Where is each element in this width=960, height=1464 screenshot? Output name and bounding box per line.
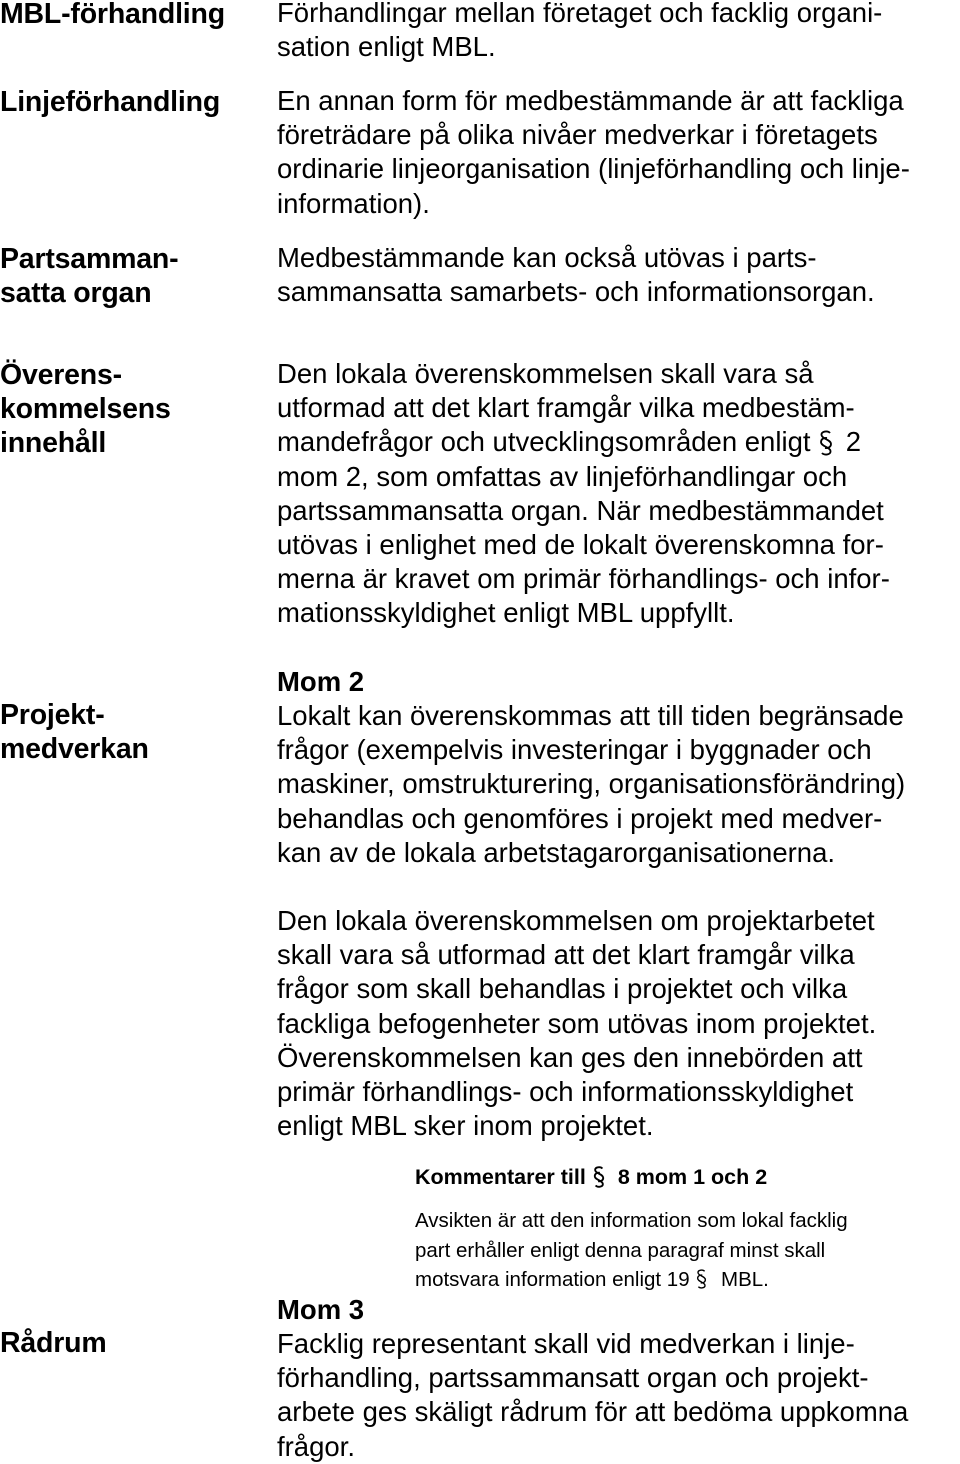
side-heading-line: MBL-förhandling <box>0 0 225 30</box>
side-heading-partsammansatta-organ <box>0 242 178 310</box>
side-heading-line: Överens- <box>0 359 122 391</box>
side-heading-line: innehåll <box>0 427 107 459</box>
text-line: ordinarie linjeorganisation (linjeförhandling och linje- <box>277 153 910 185</box>
side-heading-line: Rådrum <box>0 1327 107 1359</box>
text-line: mationsskyldighet enligt MBL uppfyllt. <box>277 597 735 629</box>
text-line: enligt MBL sker inom projektet. <box>277 1110 654 1142</box>
text-line: företrädare på olika nivåer medverkar i företagets <box>277 119 878 151</box>
text-line: förhandling, partssammansatt organ och projekt- <box>277 1362 869 1394</box>
text-fragment: motsvara information enligt 19 <box>415 1268 690 1291</box>
paragraph-icon <box>818 425 838 459</box>
comment-title <box>415 1162 767 1192</box>
text-line: mom 2, som omfattas av linjeförhandlingar och <box>277 460 848 492</box>
paragraph-projektmedverkan <box>277 699 905 870</box>
text-line: Förhandlingar mellan företaget och facklig organi- <box>277 0 883 28</box>
text-fragment: mandefrågor och utvecklingsområden enligt <box>277 426 811 458</box>
text-line: primär förhandlings- och informationsskyldighet <box>277 1076 854 1108</box>
side-heading-projektmedverkan <box>0 698 149 766</box>
text-line: maskiner, omstrukturering, organisationsförändring) <box>277 768 906 800</box>
text-line <box>415 1265 848 1295</box>
text-line: information). <box>277 187 430 219</box>
side-heading-line: Projekt- <box>0 699 105 731</box>
side-heading-line: Linjeförhandling <box>0 86 221 118</box>
text-fragment: Kommentarer till <box>415 1165 586 1189</box>
text-line: Lokalt kan överenskommas att till tiden begränsade <box>277 700 904 731</box>
text-line: behandlas och genomföres i projekt med medver- <box>277 802 883 834</box>
side-heading-mbl-forhandling <box>0 0 225 31</box>
text-line <box>277 425 890 459</box>
mom-2-heading: Mom 2 <box>277 666 365 697</box>
text-line: Den lokala överenskommelsen skall vara så <box>277 358 814 389</box>
text-line: sation enligt MBL. <box>277 31 496 63</box>
side-heading-linjeforhandling <box>0 85 220 119</box>
paragraph-linjeforhandling <box>277 84 910 221</box>
text-line: frågor (exempelvis investeringar i byggnader och <box>277 734 872 766</box>
text-fragment: 2 <box>845 426 862 458</box>
side-heading-line: Partsamman- <box>0 243 179 275</box>
text-fragment: 8 mom 1 och 2 <box>617 1165 768 1189</box>
paragraph-icon <box>592 1162 612 1192</box>
text-line: arbete ges skäligt rådrum för att bedöma uppkomna <box>277 1396 909 1428</box>
text-line: sammansatta samarbets- och informationsorgan. <box>277 276 875 308</box>
paragraph-radrum <box>277 1327 908 1464</box>
text-line: En annan form för medbestämmande är att fackliga <box>277 85 904 116</box>
text-line: part erhåller enligt denna paragraf minst skall <box>415 1238 826 1262</box>
text-line: merna är kravet om primär förhandlings- och infor- <box>277 563 890 595</box>
side-heading-line: satta organ <box>0 277 152 309</box>
side-heading-overenskommelsens-innehall <box>0 358 171 460</box>
text-line: Avsikten är att den information som lokal facklig <box>415 1209 848 1232</box>
paragraph-mbl-forhandling <box>277 0 882 64</box>
paragraph-projektarbete <box>277 904 876 1143</box>
text-line: Överenskommelsen kan ges den innebörden att <box>277 1041 863 1073</box>
text-line: frågor. <box>277 1430 355 1462</box>
side-heading-line: medverkan <box>0 733 149 765</box>
paragraph-icon <box>695 1265 715 1295</box>
side-heading-radrum <box>0 1326 106 1360</box>
comment-body <box>415 1206 848 1295</box>
text-line: utövas i enlighet med de lokalt överenskomna for- <box>277 529 884 561</box>
mom-3-heading: Mom 3 <box>277 1294 365 1325</box>
text-fragment: MBL. <box>721 1268 769 1291</box>
paragraph-partsammansatta <box>277 241 875 309</box>
text-line: Medbestämmande kan också utövas i parts- <box>277 242 817 273</box>
text-line: utformad att det klart framgår vilka medbestäm- <box>277 392 855 424</box>
text-line: Den lokala överenskommelsen om projektarbetet <box>277 905 875 936</box>
text-line: skall vara så utformad att det klart framgår vilka <box>277 939 855 971</box>
text-line: kan av de lokala arbetstagarorganisationerna. <box>277 836 836 868</box>
text-line: fackliga befogenheter som utövas inom projektet. <box>277 1007 877 1039</box>
paragraph-overenskommelsens-innehall <box>277 357 890 631</box>
side-heading-line: kommelsens <box>0 393 171 425</box>
text-line: frågor som skall behandlas i projektet och vilka <box>277 973 848 1005</box>
text-line: Facklig representant skall vid medverkan i linje- <box>277 1328 855 1359</box>
text-line: partssammansatta organ. När medbestämmandet <box>277 494 884 526</box>
